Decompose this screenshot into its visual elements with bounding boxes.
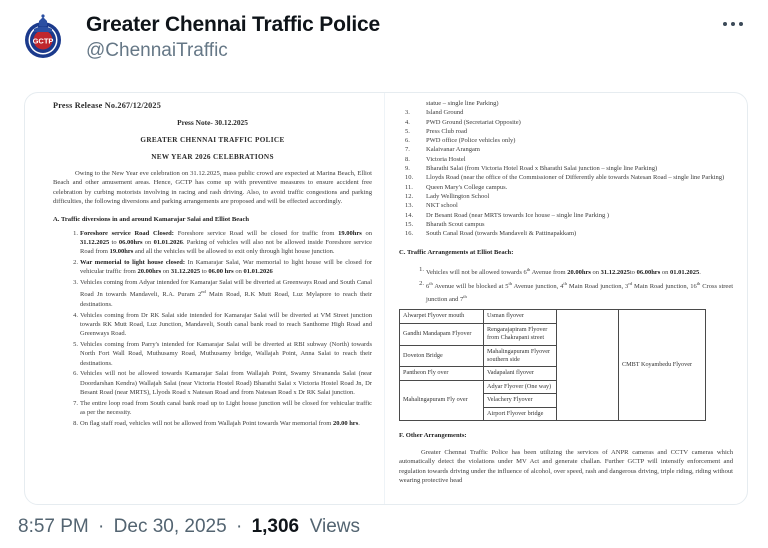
parking-list-item-label: NKT school <box>426 202 458 210</box>
parking-list-item-label: Victoria Hostel <box>426 155 466 163</box>
table-cell: Mahalingapuram Fly over <box>400 380 484 420</box>
parking-list-item-label: Lady Wellington School <box>426 192 490 200</box>
parking-list-item <box>399 229 733 238</box>
document-page-right <box>384 93 747 504</box>
section-a-list-item: Vehicles will not be allowed towards Kamarajar Salai from Wallajah Point, Swamy Sivananda Salai (near Doordarshan Kendra) Wallajah Salai (near Victoria Hostel Road) Bharathi Salai x Victoria Hostel Road Jn, Dr Besant Road (near MRTS), Llyods Road x Natesan Road and from Natesan Road x Dr RK Salai junction. <box>80 370 373 397</box>
table-cell: Velachery Flyover <box>484 394 557 407</box>
flyover-restrictions-table <box>399 309 706 421</box>
parking-list-item <box>399 220 733 229</box>
intro-paragraph: Owing to the New Year eve celebration on 31.12.2025, mass public crowd are expected at Marina Beach, Elliot Beach and other amusement areas. Hence, GCTP has come up with preventive measures to ensure accident free celebration by curbing motorists involving in racing and rash driving. Also, to avoid traffic congestions and parking difficulties, the following diversions and parking arrangements are proposed and will be effected accordingly. <box>53 170 373 206</box>
table-cell: Pantheon Fly over <box>400 367 484 380</box>
parking-list-item <box>399 211 733 220</box>
section-a-heading: A. Traffic diversions in and around Kamarajar Salai and Elliot Beach <box>53 215 250 223</box>
parking-locations-list <box>399 108 733 238</box>
section-a-list-item: Vehicles coming from Dr RK Salai side intended for Kamarajar Salai will be diverted at VM Street junction towards RK Mutt Road, Luz Junction, Mandaveli, South canal bank road to reach Santhome High Road and Greenways Road. <box>80 311 373 338</box>
parking-list-item-number: 9. <box>405 165 410 173</box>
account-names <box>86 8 380 63</box>
parking-list-item-label: Queen Mary's College campus. <box>426 183 508 191</box>
parking-list-item <box>399 118 733 127</box>
section-a-list-item: Vehicles coming from Parry's intended for Kamarajar Salai will be diverted at RBI subway (North) towards North Fort Wall Road, Muthusamy Road, Muthusamy bridge, Wallajah Point, Anna Salai to reach their destinations. <box>80 341 373 367</box>
table-cell <box>557 310 619 421</box>
table-cell: CMBT Koyambedu Flyover <box>619 310 706 421</box>
more-horizontal-icon[interactable] <box>716 14 750 34</box>
parking-list-item-label: Dr Besant Road (near MRTS towards Ice house – single line Parking ) <box>426 211 610 219</box>
table-cell: Airport Flyover bridge <box>484 407 557 420</box>
parking-list-item <box>399 127 733 136</box>
parking-list-item-label: PWD Ground (Secretariat Opposite) <box>426 118 521 126</box>
table-cell: Adyar Flyover (One way) <box>484 380 557 393</box>
gctp-police-emblem-icon <box>18 12 68 62</box>
tweet-time: 8:57 PM <box>18 515 89 537</box>
parking-list-item <box>399 145 733 154</box>
parking-list-item <box>399 173 733 182</box>
meta-separator-1: · <box>98 515 105 537</box>
section-c-list-item: 6th Avenue will be blocked at 5th Avenue junction, 4th Main Road junction, 3rd Main Road junction, 16th Cross street junction and 7th <box>426 281 734 304</box>
parking-list-item-label: Island Ground <box>426 109 464 117</box>
account-handle[interactable]: @ChennaiTraffic <box>86 40 228 61</box>
parking-list-item <box>399 155 733 164</box>
parking-list-item-label: Bharathi Salai (from Victoria Hotel Road x Bharathi Salai junction – single line Parking) <box>426 165 658 173</box>
parking-continuation-line: statue – single line Parking) <box>426 100 499 107</box>
parking-list-item-number: 12. <box>405 192 414 200</box>
display-name[interactable]: Greater Chennai Traffic Police <box>86 13 380 36</box>
parking-list-item-number: 16. <box>405 230 414 238</box>
parking-list-item-number: 14. <box>405 211 414 219</box>
tweet-meta <box>18 515 360 539</box>
parking-list-item <box>399 192 733 201</box>
parking-list-item-label: PWD office (Police vehicles only) <box>426 137 516 145</box>
parking-list-item-label: South Canal Road (towards Mandaveli & Pattinapakkam) <box>426 230 577 238</box>
section-a-list <box>67 229 372 429</box>
table-cell: Usman flyover <box>484 310 557 323</box>
table-row <box>400 310 706 323</box>
section-a-list-item: War memorial to light house closed: In Kamarajar Salai, War memorial to light house will be closed for vehicular traffic from 20.00hrs on 31.12.2025 to 06.00 hrs on 01.01.2026 <box>80 259 372 276</box>
parking-list-item-number: 13. <box>405 202 414 210</box>
table-cell: Alwarpet Flyover mouth <box>400 310 484 323</box>
avatar[interactable] <box>18 12 68 62</box>
table-cell: Gandhi Mandapam Flyover <box>400 323 484 345</box>
table-cell: Rengarajapiram Flyover from Chakrapani street <box>484 323 557 345</box>
parking-list-item-label: Lloyds Road (near the office of the Commissioner of Differently able towards Natesan Road – single line Parking) <box>426 174 725 182</box>
views-count: 1,306 <box>251 515 300 537</box>
section-f-heading: F. Other Arrangements: <box>399 431 467 439</box>
parking-list-item <box>399 164 733 173</box>
document-subject: NEW YEAR 2026 CELEBRATIONS <box>151 153 274 161</box>
parking-list-item <box>399 108 733 117</box>
section-f-paragraph: Greater Chennai Traffic Police has been utilizing the services of ANPR cameras and CCTV cameras which automatically detect the violations under MV Act and generate challan. Further GCTP will intensify enforcement and regulation towards driving under the influence of alcohol, over speed, rash and dangerous driving, triple riding, riding without wearing protective head <box>399 448 733 485</box>
parking-list-item-label: Press Club road <box>426 127 468 135</box>
meta-separator-2: · <box>235 515 243 537</box>
svg-text:GCTP: GCTP <box>32 36 54 46</box>
document-page-left <box>25 93 384 504</box>
section-c-list-item: Vehicles will not be allowed towards 6th Avenue from 20.00hrs on 31.12.2025to 06.00hrs on 01.01.2025. <box>426 267 701 277</box>
tweet-header <box>0 0 768 78</box>
tweet-footer <box>0 505 768 548</box>
parking-list-item-number: 3. <box>405 109 410 117</box>
parking-list-item-number: 15. <box>405 220 414 228</box>
parking-list-item-number: 5. <box>405 127 410 135</box>
parking-list-item-label: Kalaivanar Arangam <box>426 146 480 154</box>
section-a-list-item: Vehicles coming from Adyar intended for Kamarajar Salai will be diverted at Greenways Road and South Canal Road Jn towards Mandaveli, R.A. Puram 2nd Main Road, R.K Mutt Road, Luz Mylapore to reach their destinations. <box>80 279 373 308</box>
press-release-number: Press Release No.267/12/2025 <box>53 101 162 110</box>
parking-list-item-number: 11. <box>405 183 413 191</box>
section-c-list <box>413 265 733 304</box>
tweet-date: Dec 30, 2025 <box>113 515 227 537</box>
organisation-name: GREATER CHENNAI TRAFFIC POLICE <box>140 136 285 144</box>
parking-list-item <box>399 183 733 192</box>
parking-list-item-number: 6. <box>405 137 410 145</box>
section-a-list-item: The entire loop road from South canal bank road up to Light house junction will be closed for vehicular traffic as per the necessity. <box>80 399 373 417</box>
parking-list-item <box>399 201 733 210</box>
section-a-list-item: On flag staff road, vehicles will not be allowed from Wallajah Point towards War memorial from 20.00 hrs. <box>80 419 360 427</box>
parking-list-item <box>399 136 733 145</box>
press-note-date: Press Note- 30.12.2025 <box>177 118 248 127</box>
section-a-list-item: Foreshore service Road Closed: Foreshore service Road will be closed for traffic from 19.00hrs on 31.12.2025 to 06.00hrs on 01.01.2026. Parking of vehicles will also not be allowed inside Foreshore service Road from 19.00hrs and all the vehicles will be allowed to exit only through light house junction. <box>80 229 373 256</box>
parking-list-item-number: 10. <box>405 174 414 182</box>
views-label: Views <box>309 515 361 537</box>
parking-list-item-label: Bharath Scout campus <box>426 220 485 228</box>
table-cell: Doveton Bridge <box>400 345 484 367</box>
section-c-heading: C. Traffic Arrangements at Elliot Beach: <box>399 249 514 257</box>
parking-list-item-number: 8. <box>405 155 410 163</box>
table-cell: Vadapalani flyover <box>484 367 557 380</box>
parking-list-item-number: 4. <box>405 118 410 126</box>
table-cell: Mahalingapuram Flyover southern side <box>484 345 557 367</box>
parking-list-item-number: 7. <box>405 146 410 154</box>
document-image-card[interactable] <box>24 92 748 505</box>
